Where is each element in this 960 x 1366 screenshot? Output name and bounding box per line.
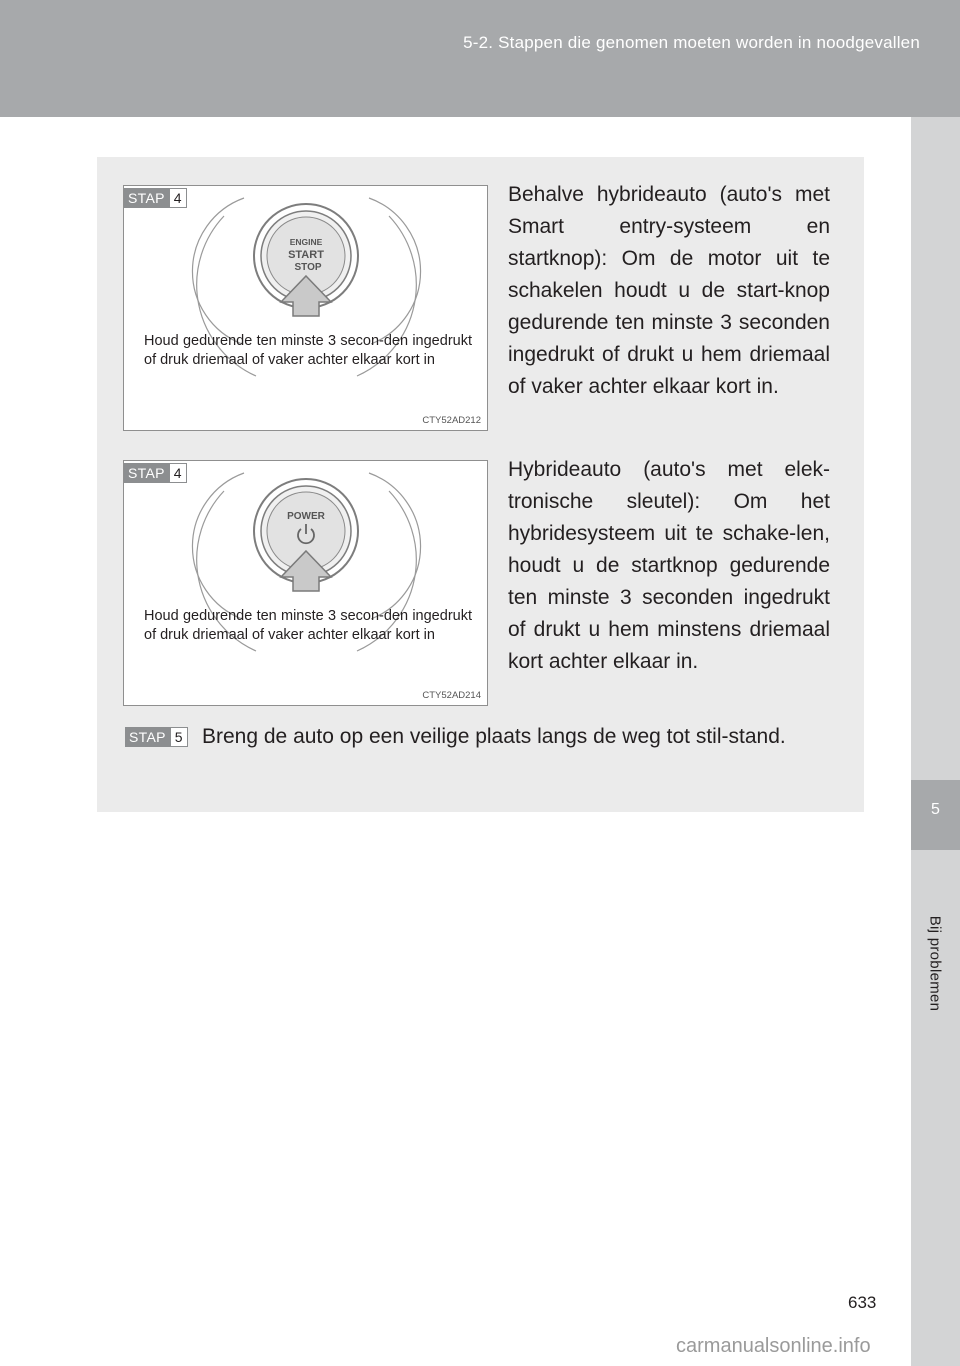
figure-code: CTY52AD212 bbox=[422, 415, 481, 426]
section-title: 5-2. Stappen die genomen moeten worden in noodgevallen bbox=[463, 33, 920, 52]
step-5-text: Breng de auto op een veilige plaats langs de weg tot stil-stand. bbox=[202, 725, 786, 748]
stap-5-badge bbox=[125, 727, 188, 747]
stap-badge bbox=[124, 463, 187, 483]
button-text-line-1: POWER bbox=[287, 511, 325, 522]
stap-badge bbox=[124, 188, 187, 208]
stap-label: STAP bbox=[124, 463, 169, 483]
chapter-number: 5 bbox=[931, 801, 940, 818]
stap-label: STAP bbox=[125, 727, 170, 747]
page-header bbox=[0, 0, 960, 117]
stap-number: 4 bbox=[169, 463, 187, 483]
paragraph-hybrid: Hybrideauto (auto's met elek-tronische sleutel): Om het hybridesysteem uit te schake-len, houdt u de startknop gedurende ten minste 3 seconden ingedrukt of drukt u hem minstens driemaal kort achter elkaar in. bbox=[508, 458, 830, 673]
figure-caption: Houd gedurende ten minste 3 secon-den ingedrukt of druk driemaal of vaker achter elkaar kort in bbox=[144, 608, 472, 643]
paragraph-non-hybrid: Behalve hybrideauto (auto's met Smart entry-systeem en startknop): Om de motor uit te schakelen houdt u de start-knop gedurende ten minste 3 seconden ingedrukt of drukt u hem driemaal of vaker achter elkaar kort in. bbox=[508, 183, 830, 398]
side-tab-strip bbox=[911, 117, 960, 1366]
engine-start-stop-button-icon bbox=[124, 186, 489, 432]
stap-label: STAP bbox=[124, 188, 169, 208]
chapter-label: Bij problemen bbox=[926, 915, 944, 1012]
figure-caption: Houd gedurende ten minste 3 secon-den ingedrukt of druk driemaal of vaker achter elkaar kort in bbox=[144, 333, 472, 368]
watermark: carmanualsonline.info bbox=[676, 1335, 871, 1357]
figure-engine-start-stop bbox=[123, 185, 488, 431]
button-text-line-1: ENGINE bbox=[289, 237, 323, 247]
button-text-line-3: STOP bbox=[294, 262, 322, 273]
stap-number: 4 bbox=[169, 188, 187, 208]
figure-power bbox=[123, 460, 488, 706]
figure-code: CTY52AD214 bbox=[422, 690, 481, 701]
power-button-icon bbox=[124, 461, 489, 707]
stap-number: 5 bbox=[170, 727, 188, 747]
button-text-line-2: START bbox=[288, 249, 324, 261]
page-number: 633 bbox=[848, 1293, 877, 1312]
